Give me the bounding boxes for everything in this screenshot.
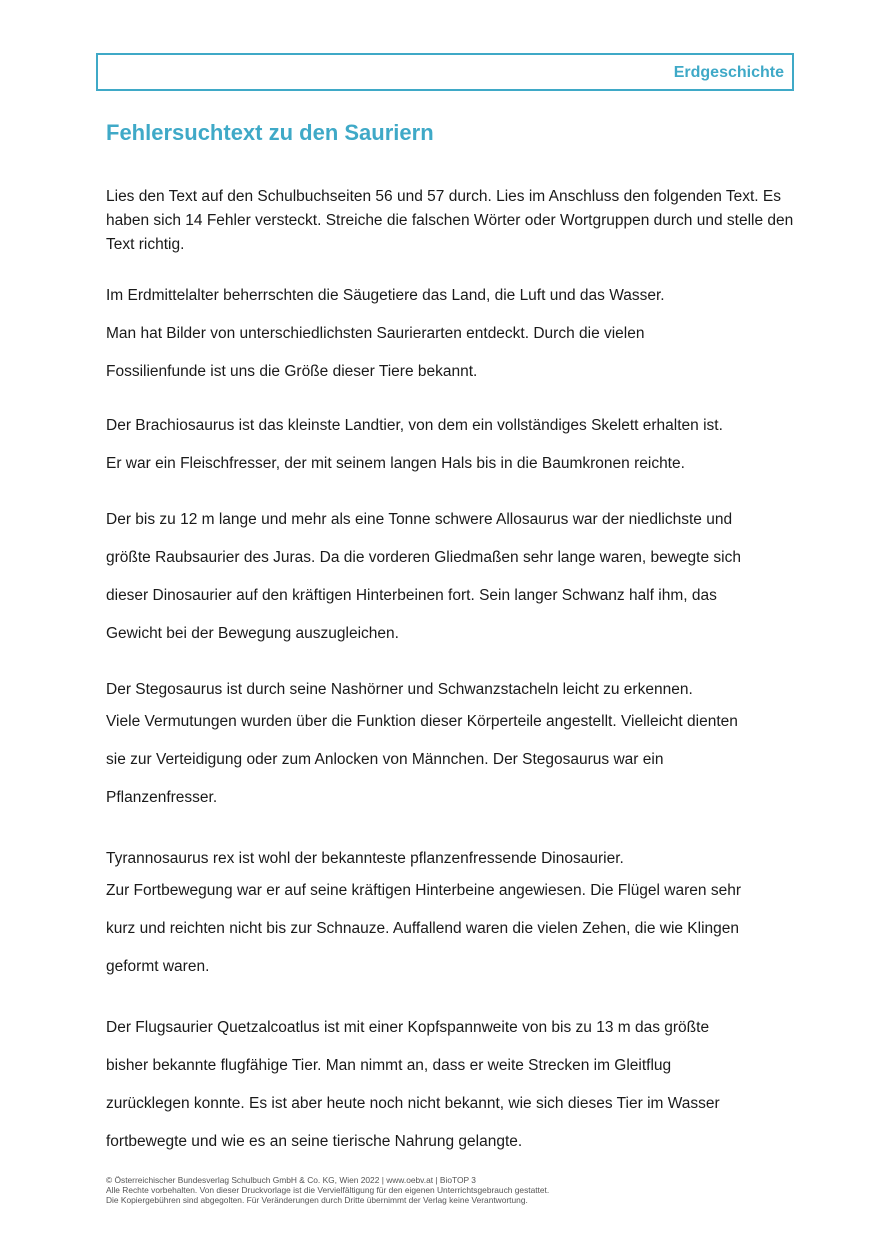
footer-line: © Österreichischer Bundesverlag Schulbuch GmbH & Co. KG, Wien 2022 | www.oebv.at | BioTOP 3 bbox=[106, 1175, 476, 1185]
paragraph-tyrannosaurus bbox=[106, 847, 796, 993]
paragraph-quetzalcoatlus bbox=[106, 1016, 796, 1168]
paragraph-mesozoic bbox=[106, 284, 796, 398]
text-line: größte Raubsaurier des Juras. Da die vorderen Gliedmaßen sehr lange waren, bewegte sich bbox=[106, 549, 741, 566]
footer-line: Alle Rechte vorbehalten. Von dieser Druckvorlage ist die Vervielfältigung für den eigenen Unterrichtsgebrauch gestattet. bbox=[106, 1185, 550, 1195]
copyright-footer bbox=[106, 1175, 549, 1205]
text-line: Er war ein Fleischfresser, der mit seinem langen Hals bis in die Baumkronen reichte. bbox=[106, 455, 685, 472]
text-line: Man hat Bilder von unterschiedlichsten Saurierarten entdeckt. Durch die vielen bbox=[106, 325, 645, 342]
text-line: Zur Fortbewegung war er auf seine kräftigen Hinterbeine angewiesen. Die Flügel waren sehr bbox=[106, 882, 741, 899]
subject-label: Erdgeschichte bbox=[673, 64, 784, 81]
text-line: fortbewegte und wie es an seine tierische Nahrung gelangte. bbox=[106, 1133, 523, 1150]
text-line: dieser Dinosaurier auf den kräftigen Hinterbeinen fort. Sein langer Schwanz half ihm, das bbox=[106, 587, 717, 604]
text-line: Tyrannosaurus rex ist wohl der bekannteste pflanzenfressende Dinosaurier. bbox=[106, 850, 624, 867]
paragraph-brachiosaurus bbox=[106, 414, 796, 490]
text-line: Fossilienfunde ist uns die Größe dieser Tiere bekannt. bbox=[106, 363, 478, 380]
text-line: Viele Vermutungen wurden über die Funktion dieser Körperteile angestellt. Vielleicht dienten bbox=[106, 713, 738, 730]
text-line: Pflanzenfresser. bbox=[106, 789, 218, 806]
text-line: geformt waren. bbox=[106, 958, 210, 975]
paragraph-allosaurus bbox=[106, 508, 796, 660]
text-line: bisher bekannte flugfähige Tier. Man nimmt an, dass er weite Strecken im Gleitflug bbox=[106, 1057, 672, 1074]
text-line: zurücklegen konnte. Es ist aber heute noch nicht bekannt, wie sich dieses Tier im Wasser bbox=[106, 1095, 720, 1112]
header-box bbox=[96, 53, 794, 91]
instructions: Lies den Text auf den Schulbuchseiten 56 und 57 durch. Lies im Anschluss den folgenden Text. Es haben sich 14 Fehler versteckt. Streiche die falschen Wörter oder Wortgruppen durch und stelle den Text richtig. bbox=[106, 188, 794, 253]
text-line: Der Stegosaurus ist durch seine Nashörner und Schwanzstacheln leicht zu erkennen. bbox=[106, 681, 693, 698]
text-line: Der Brachiosaurus ist das kleinste Landtier, von dem ein vollständiges Skelett erhalten ist. bbox=[106, 417, 723, 434]
text-line: Der bis zu 12 m lange und mehr als eine Tonne schwere Allosaurus war der niedlichste und bbox=[106, 511, 733, 528]
text-line: Gewicht bei der Bewegung auszugleichen. bbox=[106, 625, 399, 642]
text-line: sie zur Verteidigung oder zum Anlocken von Männchen. Der Stegosaurus war ein bbox=[106, 751, 664, 768]
footer-line: Die Kopiergebühren sind abgegolten. Für Veränderungen durch Dritte übernimmt der Verlag keine Verantwortung. bbox=[106, 1195, 528, 1205]
paragraph-stegosaurus bbox=[106, 678, 796, 824]
page-title: Fehlersuchtext zu den Sauriern bbox=[106, 120, 434, 145]
text-line: Der Flugsaurier Quetzalcoatlus ist mit einer Kopfspannweite von bis zu 13 m das größte bbox=[106, 1019, 710, 1036]
text-line: kurz und reichten nicht bis zur Schnauze. Auffallend waren die vielen Zehen, die wie Klingen bbox=[106, 920, 740, 937]
text-line: Im Erdmittelalter beherrschten die Säugetiere das Land, die Luft und das Wasser. bbox=[106, 287, 665, 304]
